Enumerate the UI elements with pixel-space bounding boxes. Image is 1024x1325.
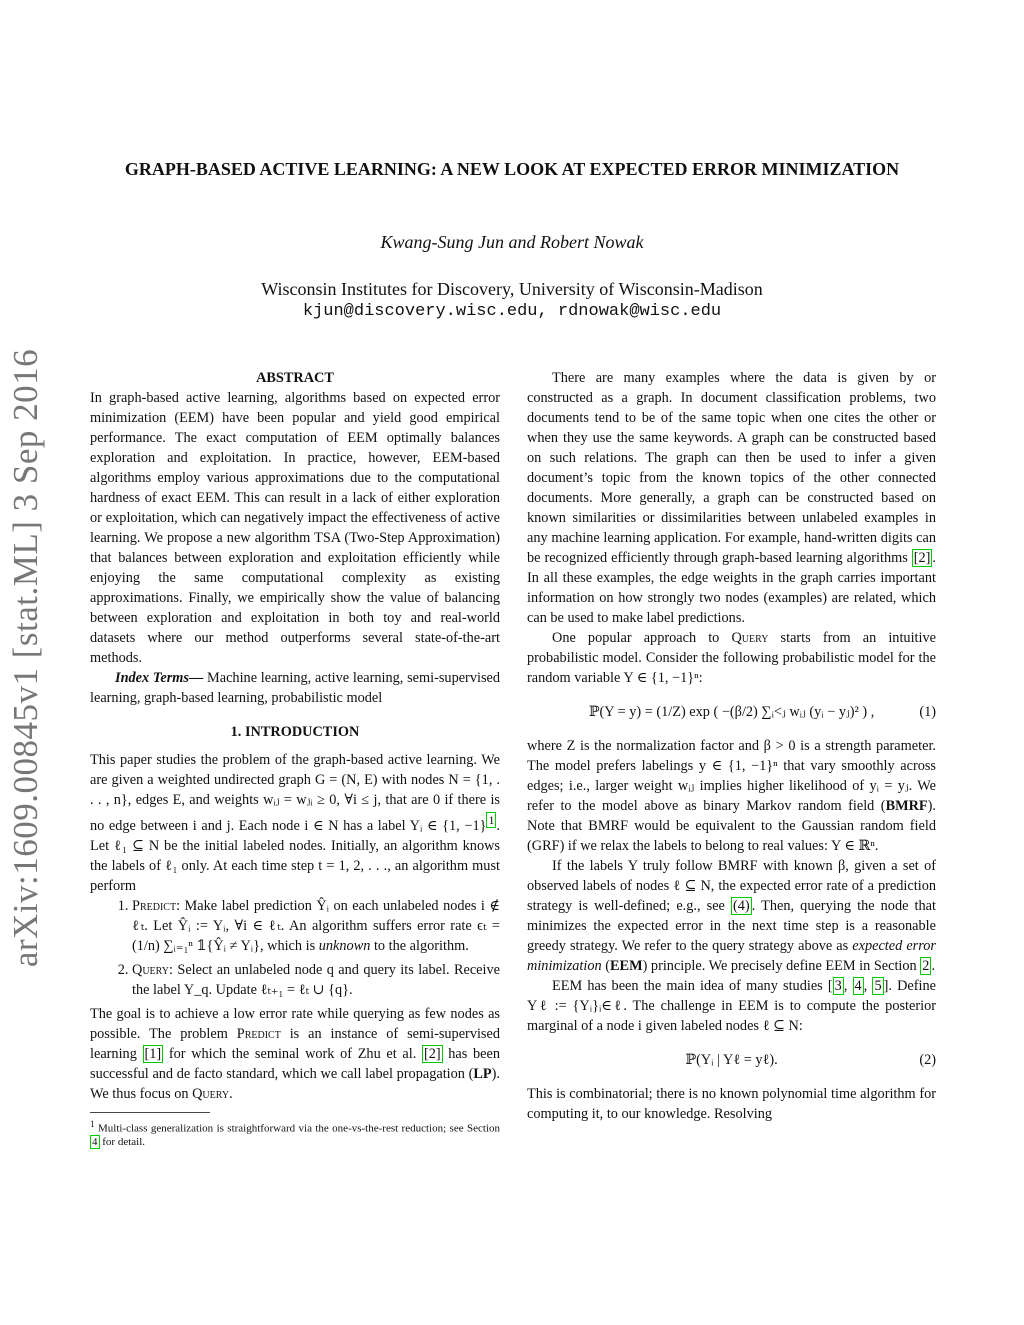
abstract-heading: ABSTRACT <box>256 370 334 386</box>
list-item-query: 2. Query: Select an unlabeled node q and query its label. Receive the label Y_q. Update ℓₜ₊₁ = ℓₜ ∪ {q}. <box>132 960 500 1000</box>
right-column <box>527 368 936 1124</box>
citation-link[interactable]: 3 <box>834 978 842 994</box>
section-link[interactable]: 4 <box>92 1136 98 1149</box>
right-paragraph-5: EEM has been the main idea of many studies [ 3 , 4 , 5 ]. Define Yℓ := {Yᵢ}ᵢ∈ℓ. The challenge in EEM is to compute the posterior marginal of a node i given labeled nodes ℓ ⊆ N: <box>527 978 936 1034</box>
equation-1: ℙ(Y = y) = (1/Z) exp ( −(β/2) ∑ᵢ<ⱼ wᵢⱼ (yᵢ − yⱼ)² ) , (1) <box>588 704 936 720</box>
paper-title: GRAPH-BASED ACTIVE LEARNING: A NEW LOOK AT EXPECTED ERROR MINIMIZATION <box>124 159 900 179</box>
footnote: $^1$ Multi-class generalization is straightforward via the one-vs-the-rest reduction; see Section 4 for detail. <box>90 1118 500 1149</box>
right-paragraph-4: If the labels Y truly follow BMRF with known β, given a set of observed labels of nodes ℓ ⊆ N, the expected error rate of a prediction strategy is well-defined; e.g., see (4) . Then, querying the node that minimizes the expected error in the next time step is a reasonable greedy strategy. We refer to the query strategy above as expected error minimization (EEM) principle. We precisely define EEM in Section 2 . <box>527 858 936 974</box>
intro-paragraph-1: This paper studies the problem of the graph-based active learning. We are given a weighted undirected graph G = (N, E) with nodes N = {1, . . . , n}, edges E, and weights wᵢⱼ = wⱼᵢ ≥ 0, ∀i ≤ j, that are 0 if there is no edge between i and j. Each node i ∈ N has a label Yᵢ ∈ {1, −1} $^1$ . Let ℓ₁ ⊆ N be the initial labeled nodes. Initially, an algorithm knows the labels of ℓ₁ only. At each time step t = 1, 2, . . ., an algorithm must perform <box>90 752 500 894</box>
intro-heading: 1. INTRODUCTION <box>230 724 360 740</box>
affiliation: Wisconsin Institutes for Discovery, University of Wisconsin-Madison <box>261 279 763 299</box>
authors: Kwang-Sung Jun and Robert Nowak <box>380 232 644 252</box>
citation-link[interactable]: [2] <box>423 1045 441 1062</box>
equation-link[interactable]: (4) <box>733 898 750 914</box>
citation-link[interactable]: 4 <box>854 978 862 994</box>
equation-2-number: (2) <box>919 1052 936 1068</box>
equation-2: ℙ(Yᵢ | Yℓ = yℓ). (2) <box>685 1052 936 1068</box>
citation-link[interactable]: [1] <box>144 1045 162 1062</box>
right-paragraph-6: This is combinatorial; there is no known polynomial time algorithm for computing it, to our knowledge. Resolving <box>527 1086 936 1122</box>
algorithm-steps <box>90 896 500 1000</box>
right-paragraph-1: There are many examples where the data is given by or constructed as a graph. In document classification problems, two documents tend to be of the same topic when one cites the other or when they use the same keywords. A graph can be constructed based on such relations. The graph can then be used to infer a given document’s topic from the known topics of the other connected documents. More generally, a graph can be constructed based on known similarities or dissimilarities between unlabeled examples in any machine learning application. For example, hand-written digits can be recognized efficiently through graph-based learning algorithms [2] . In all these examples, the edge weights in the graph carries important information on how strongly two nodes (examples) are related, which can be used to make label predictions. <box>527 370 936 626</box>
emails: kjun@discovery.wisc.edu, rdnowak@wisc.edu <box>302 302 722 321</box>
left-column <box>90 368 500 1149</box>
index-terms-label: Index Terms— <box>115 670 204 686</box>
footnote-link[interactable]: 1 <box>488 813 495 827</box>
citation-link[interactable]: 5 <box>874 978 882 994</box>
abstract-body: In graph-based active learning, algorithms based on expected error minimization (EEM) have been popular and yield good empirical performance. The exact computation of EEM optimally balances exploration and exploitation. In practice, however, EEM-based algorithms employ various approximations due to the computational hardness of exact EEM. This can result in a lack of either exploration or exploitation, which can negatively impact the effectiveness of active learning. We propose a new algorithm TSA (Two-Step Approximation) that balances between exploration and exploitation efficiently while enjoying the same computational complexity as existing approximations. Finally, we empirically show the value of balancing between exploration and exploitation in both toy and real-world datasets where our method outperforms several state-of-the-art methods. <box>90 390 500 666</box>
arxiv-stamp: arXiv:1609.00845v1 [stat.ML] 3 Sep 2016 <box>6 348 45 967</box>
equation-1-number: (1) <box>919 704 936 720</box>
citation-link[interactable]: [2] <box>913 550 931 566</box>
section-link[interactable]: 2 <box>922 958 930 974</box>
right-paragraph-3: where Z is the normalization factor and β > 0 is a strength parameter. The model prefers labelings y ∈ {1, −1}ⁿ that vary smoothly across edges; i.e., larger weight wᵢⱼ implies higher likelihood of yᵢ = yⱼ. We refer to the model above as binary Markov random field (BMRF). Note that BMRF would be equivalent to the Gaussian random field (GRF) if we relax the labels to belong to real values: Y ∈ ℝⁿ. <box>527 738 936 854</box>
list-item-predict: 1. Predict: Make label prediction Ŷᵢ on each unlabeled nodes i ∉ ℓₜ. Let Ŷᵢ := Yᵢ, ∀i ∈ ℓₜ. An algorithm suffers error rate ϵₜ = (1/n) ∑ᵢ₌₁ⁿ 𝟙{Ŷᵢ ≠ Yᵢ}, which is unknown to the algorithm. <box>132 896 500 956</box>
right-paragraph-2: One popular approach to Query starts from an intuitive probabilistic model. Consider the following probabilistic model for the random variable Y ∈ {1, −1}ⁿ: <box>527 630 936 686</box>
index-terms: Index Terms— Machine learning, active learning, semi-supervised learning, graph-based learning, probabilistic model <box>90 670 500 706</box>
intro-paragraph-2: The goal is to achieve a low error rate while querying as few nodes as possible. The problem Predict is an instance of semi-supervised learning [1] for which the seminal work of Zhu et al. [2] has been successful and de facto standard, which we call label propagation (LP). We thus focus on Query. <box>90 1005 500 1102</box>
